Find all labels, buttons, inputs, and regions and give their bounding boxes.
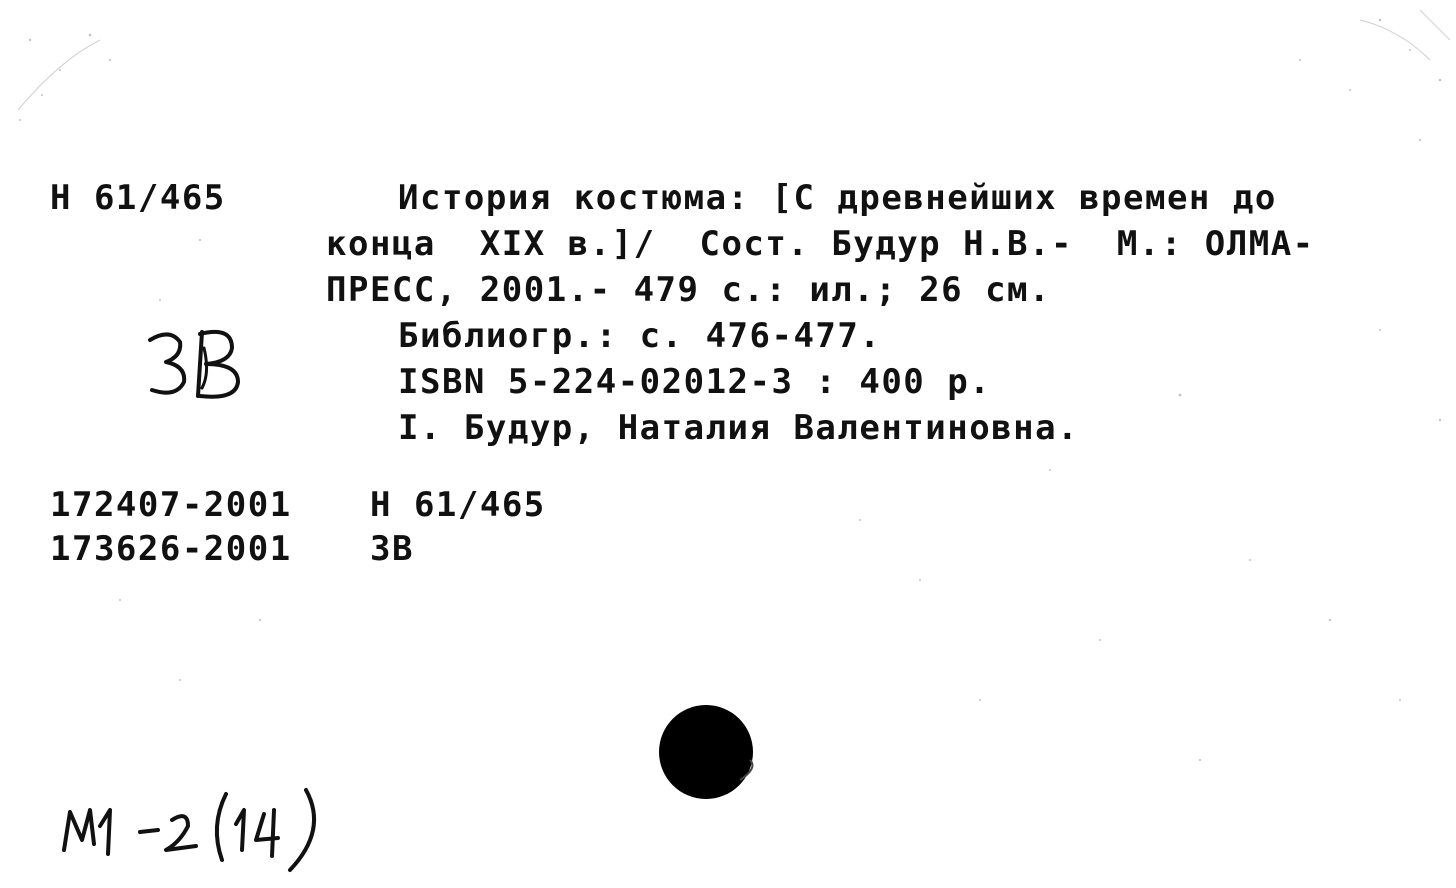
description-line: конца XIX в.]/ Сост. Будур Н.В.- М.: ОЛМА- [326,224,1315,264]
inventory-number: 172407-2001 [50,485,292,525]
inventory-number: 173626-2001 [50,529,292,569]
added-entry: I. Будур, Наталия Валентиновна. [398,408,1080,448]
holding-location: Н 61/465 [370,485,546,525]
bibliography-note: Библиогр.: с. 476-477. [398,316,882,356]
description-line: История костюма: [С древнейших времен до [398,178,1277,218]
handwritten-mark [140,318,270,408]
punch-hole [658,702,758,800]
shelfmark: Н 61/465 [50,178,226,218]
holding-location: 3В [370,529,414,569]
isbn-price: ISBN 5-224-02012-3 : 400 р. [398,362,992,402]
description-line: ПРЕСС, 2001.- 479 с.: ил.; 26 см. [326,270,1052,310]
handwritten-footer [50,770,370,880]
